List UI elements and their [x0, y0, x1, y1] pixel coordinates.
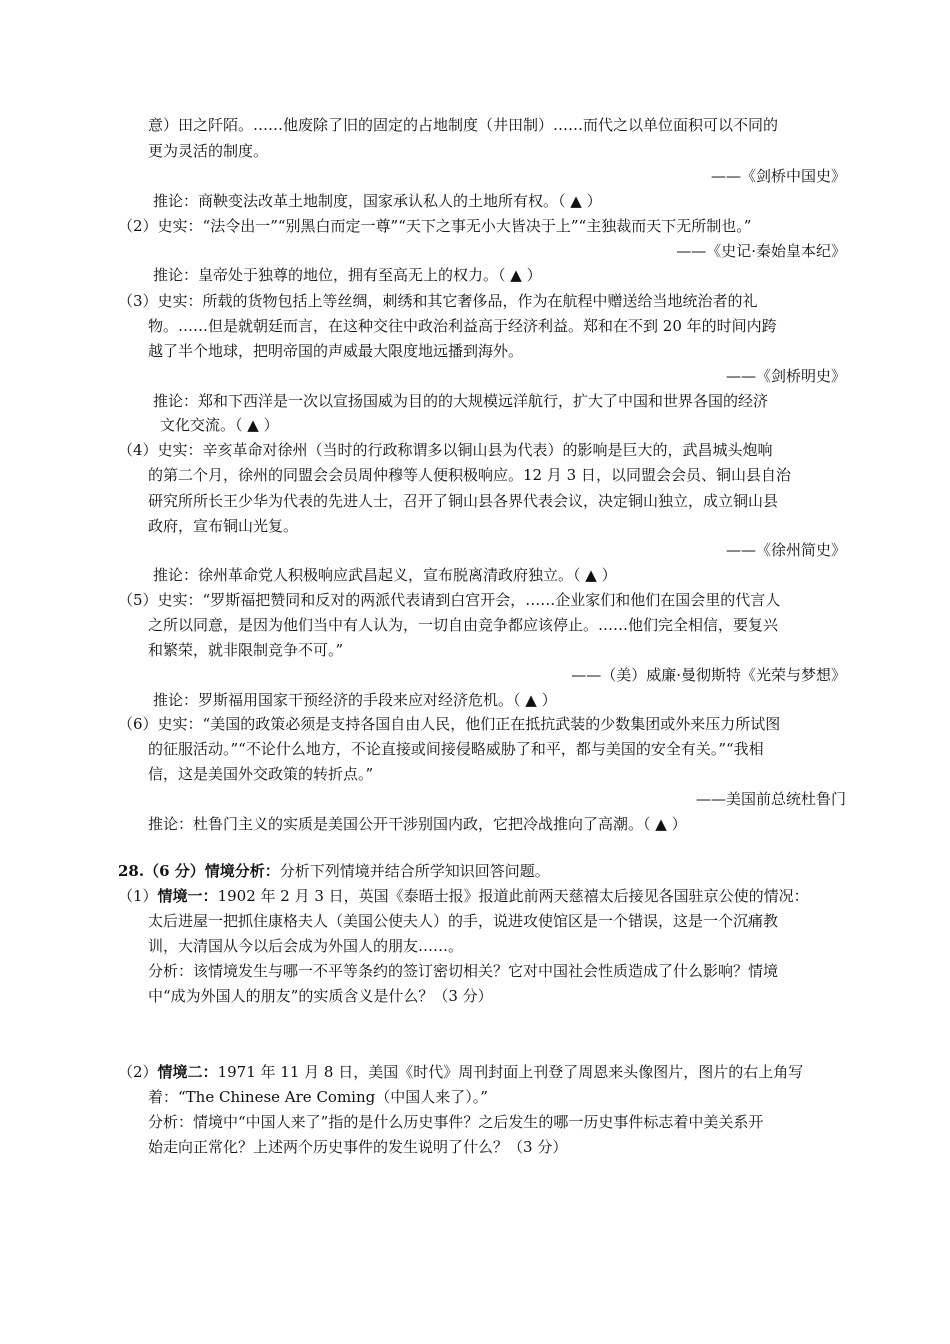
paragraph-line: 的第二个月，徐州的同盟会会员周仲穆等人便积极响应。12 月 3 日，以同盟会会员、铜山县自治	[148, 466, 791, 484]
question-instruction: 分析下列情境并结合所学知识回答问题。	[279, 862, 550, 880]
analysis-line: 分析：该情境发生与哪一不平等条约的签订密切相关？它对中国社会性质造成了什么影响？情境	[148, 962, 779, 980]
question-number: 28.（6 分）情境分析：	[118, 862, 280, 880]
inference-line: 推论：杜鲁门主义的实质是美国公开干涉别国内政，它把冷战推向了高潮。（ ▲ ）	[148, 815, 687, 833]
paragraph-line: 和繁荣，就非限制竞争不可。”	[148, 641, 344, 659]
scenario-2-text: 1971 年 11 月 8 日，美国《时代》周刊封面上刊登了周恩来头像图片，图片的右上角写	[217, 1063, 804, 1081]
paragraph-line: 政府，宣布铜山光复。	[148, 517, 299, 535]
inference-line: 推论：徐州革命党人积极响应武昌起义，宣布脱离清政府独立。（ ▲ ）	[153, 566, 617, 584]
inference-line: 文化交流。（ ▲ ）	[160, 416, 279, 434]
analysis-line: 分析：情境中“中国人来了”指的是什么历史事件？之后发生的哪一历史事件标志着中美关系开	[148, 1113, 764, 1131]
inference-line: 推论：商鞅变法改革土地制度，国家承认私人的土地所有权。（ ▲ ）	[153, 192, 602, 210]
scenario-1-text: 1902 年 2 月 3 日，英国《泰晤士报》报道此前两天慈禧太后接见各国驻京公使的情况：	[217, 887, 809, 905]
inference-line: 推论：罗斯福用国家干预经济的手段来应对经济危机。（ ▲ ）	[153, 691, 557, 709]
scenario-1-line	[118, 886, 809, 906]
question-28-heading	[118, 861, 550, 881]
source-citation: ——（美）威廉·曼彻斯特《光荣与梦想》	[571, 666, 846, 684]
source-citation: ——《剑桥中国史》	[710, 167, 846, 185]
paragraph-line: 的征服活动。”“不论什么地方，不论直接或间接侵略威胁了和平，都与美国的安全有关。”“我相	[148, 740, 764, 758]
analysis-line: 始走向正常化？上述两个历史事件的发生说明了什么？（3 分）	[148, 1138, 568, 1156]
scenario-1-prefix: （1）	[118, 887, 158, 905]
scenario-2-label: 情境二：	[157, 1063, 218, 1081]
paragraph-line: 之所以同意，是因为他们当中有人认为，一切自由竞争都应该停止。……他们完全相信，要复兴	[148, 616, 779, 634]
paragraph-line: （2）史实：“法令出一”“别黑白而定一尊”“天下之事无小大皆决于上”“主独裁而天下无所制也。”	[118, 217, 752, 235]
scenario-2-prefix: （2）	[118, 1063, 158, 1081]
paragraph-line: 太后进屋一把抓住康格夫人（美国公使夫人）的手，说进攻使馆区是一个错误，这是一个沉痛教	[148, 912, 779, 930]
paragraph-line: 物。……但是就朝廷而言，在这种交往中政治利益高于经济利益。郑和在不到 20 年的时间内跨	[148, 317, 777, 335]
scenario-1-label: 情境一：	[157, 887, 218, 905]
paragraph-line: （4）史实：辛亥革命对徐州（当时的行政称谓多以铜山县为代表）的影响是巨大的，武昌城头炮响	[118, 441, 773, 459]
paragraph-line: 训，大清国从今以后会成为外国人的朋友……。	[148, 937, 464, 955]
paragraph-line: 着：“The Chinese Are Coming（中国人来了）。”	[148, 1088, 488, 1106]
paragraph-line: （5）史实：“罗斯福把赞同和反对的两派代表请到白宫开会，……企业家们和他们在国会里的代言人	[118, 591, 781, 609]
source-citation: ——《史记·秦始皇本纪》	[676, 242, 846, 260]
paragraph-line: 越了半个地球，把明帝国的声威最大限度地远播到海外。	[148, 342, 524, 360]
paragraph-line: 研究所所长王少华为代表的先进人士，召开了铜山县各界代表会议，决定铜山独立，成立铜山县	[148, 492, 779, 510]
source-citation: ——美国前总统杜鲁门	[695, 790, 846, 808]
source-citation: ——《剑桥明史》	[725, 367, 846, 385]
paragraph-line: 更为灵活的制度。	[148, 142, 269, 160]
analysis-line: 中“成为外国人的朋友”的实质含义是什么？（3 分）	[148, 987, 493, 1005]
paragraph-line: （3）史实：所载的货物包括上等丝绸，刺绣和其它奢侈品，作为在航程中赠送给当地统治者的礼	[118, 292, 758, 310]
paragraph-line: 信，这是美国外交政策的转折点。”	[148, 765, 374, 783]
paragraph-line: 意）田之阡陌。……他废除了旧的固定的占地制度（井田制）……而代之以单位面积可以不同的	[148, 116, 779, 134]
inference-line: 推论：皇帝处于独尊的地位，拥有至高无上的权力。（ ▲ ）	[153, 266, 542, 284]
paragraph-line: （6）史实：“美国的政策必须是支持各国自由人民，他们正在抵抗武装的少数集团或外来压力所试图	[118, 715, 781, 733]
inference-line: 推论：郑和下西洋是一次以宣扬国威为目的的大规模远洋航行，扩大了中国和世界各国的经济	[153, 392, 769, 410]
source-citation: ——《徐州简史》	[725, 541, 846, 559]
scenario-2-line	[118, 1062, 803, 1082]
